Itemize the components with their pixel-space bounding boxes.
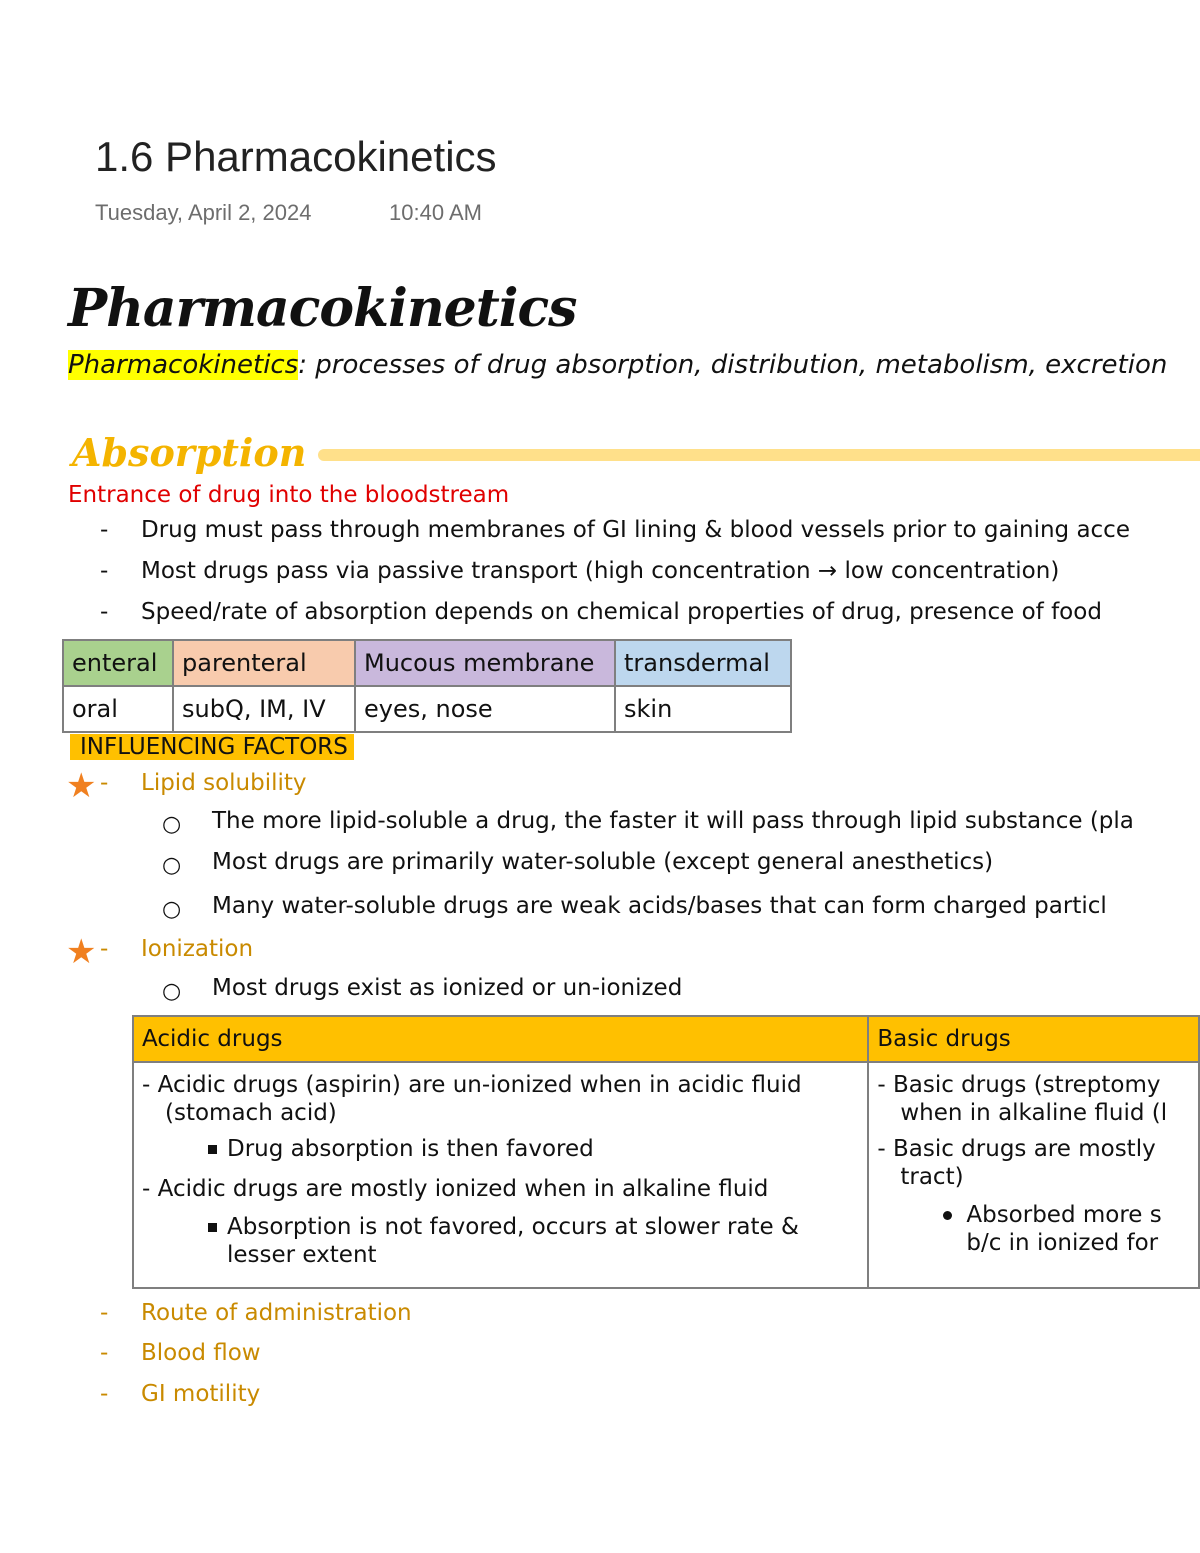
bullet-dash: - <box>100 936 109 962</box>
basic-text: Basic drugs (streptomy <box>892 1072 1161 1098</box>
bullet-dash: - <box>100 770 109 796</box>
basic-text: b/c in ionized for <box>966 1230 1159 1256</box>
routes-table <box>62 639 792 733</box>
acidic-subpoint <box>142 1239 859 1271</box>
acidic-drugs-cell <box>133 1062 868 1288</box>
bullet-dash: - <box>100 1300 109 1326</box>
square-bullet-icon <box>208 1223 217 1232</box>
basic-text: Absorbed more s <box>966 1202 1162 1228</box>
section-divider <box>318 449 1200 461</box>
acidic-text: Absorption is not favored, occurs at slower rate & <box>227 1214 799 1240</box>
acidic-text: Acidic drugs are mostly ionized when in alkaline fluid <box>157 1176 769 1202</box>
page-time: 10:40 AM <box>389 200 482 225</box>
factor-route: Route of administration <box>141 1300 412 1326</box>
basic-drugs-header: Basic drugs <box>868 1016 1199 1062</box>
circle-bullet-icon: ○ <box>162 897 182 922</box>
acidic-text: Acidic drugs (aspirin) are un-ionized when in acidic fluid <box>157 1072 802 1098</box>
lipid-point: The more lipid-soluble a drug, the faster it will pass through lipid substance (pla <box>212 808 1134 834</box>
acidic-drugs-header: Acidic drugs <box>133 1016 868 1062</box>
page-title: 1.6 Pharmacokinetics <box>95 133 497 180</box>
acidic-text: (stomach acid) <box>165 1100 337 1126</box>
ionization-point: Most drugs exist as ionized or un-ionized <box>212 975 683 1001</box>
factor-gi-motility: GI motility <box>141 1381 261 1407</box>
basic-drugs-cell <box>868 1062 1199 1288</box>
star-icon: ★ <box>66 932 97 972</box>
routes-value-cell: skin <box>615 686 791 732</box>
routes-header-row <box>63 640 791 686</box>
definition-term: Pharmacokinetics <box>68 350 299 380</box>
basic-line <box>877 1097 1190 1129</box>
bullet-dash: - <box>877 1072 886 1098</box>
star-icon: ★ <box>66 766 97 806</box>
routes-value-cell: eyes, nose <box>355 686 615 732</box>
acidic-subpoint <box>142 1133 859 1165</box>
acidic-text: Drug absorption is then favored <box>227 1136 594 1162</box>
main-heading: Pharmacokinetics <box>68 278 577 339</box>
factor-blood-flow: Blood flow <box>141 1340 261 1366</box>
bullet-dash: - <box>142 1072 151 1098</box>
absorption-subtitle: Entrance of drug into the bloodstream <box>68 482 510 508</box>
bullet-dash: - <box>100 558 109 584</box>
routes-value-cell: subQ, IM, IV <box>173 686 355 732</box>
bullet-dash: - <box>877 1136 886 1162</box>
acidic-line <box>142 1097 859 1129</box>
routes-value-row <box>63 686 791 732</box>
circle-bullet-icon: ○ <box>162 979 182 1004</box>
routes-header-cell: enteral <box>63 640 173 686</box>
basic-text: tract) <box>900 1164 964 1190</box>
acidic-line <box>142 1173 859 1205</box>
circle-bullet-icon: ○ <box>162 853 182 878</box>
definition-line <box>68 350 1167 380</box>
basic-line <box>877 1161 1190 1193</box>
basic-text: Basic drugs are mostly <box>892 1136 1156 1162</box>
bullet-dash: - <box>142 1176 151 1202</box>
factor-lipid-solubility: Lipid solubility <box>141 770 307 796</box>
routes-header-cell: parenteral <box>173 640 355 686</box>
ionization-header-row <box>133 1016 1199 1062</box>
basic-text: when in alkaline fluid (l <box>900 1100 1168 1126</box>
bullet-dash: - <box>100 1381 109 1407</box>
bullet-dash: - <box>100 517 109 543</box>
ionization-table <box>132 1015 1200 1289</box>
acidic-text: lesser extent <box>227 1242 377 1268</box>
basic-subpoint <box>877 1227 1190 1259</box>
lipid-point: Many water-soluble drugs are weak acids/bases that can form charged particl <box>212 893 1107 919</box>
influencing-factors-tag: INFLUENCING FACTORS <box>70 734 354 760</box>
definition-text: : processes of drug absorption, distribution, metabolism, excretion <box>298 350 1168 380</box>
dot-bullet-icon <box>943 1211 952 1220</box>
circle-bullet-icon: ○ <box>162 812 182 837</box>
lipid-point: Most drugs are primarily water-soluble (except general anesthetics) <box>212 849 994 875</box>
bullet-dash: - <box>100 1340 109 1366</box>
absorption-bullet: Most drugs pass via passive transport (high concentration → low concentration) <box>141 558 1060 584</box>
ionization-body-row <box>133 1062 1199 1288</box>
page-date: Tuesday, April 2, 2024 <box>95 200 312 225</box>
factor-ionization: Ionization <box>141 936 254 962</box>
section-heading-absorption: Absorption <box>72 430 307 475</box>
square-bullet-icon <box>208 1145 217 1154</box>
routes-header-cell: transdermal <box>615 640 791 686</box>
absorption-bullet: Drug must pass through membranes of GI lining & blood vessels prior to gaining acce <box>141 517 1130 543</box>
bullet-dash: - <box>100 599 109 625</box>
routes-header-cell: Mucous membrane <box>355 640 615 686</box>
routes-value-cell: oral <box>63 686 173 732</box>
absorption-bullet: Speed/rate of absorption depends on chemical properties of drug, presence of food <box>141 599 1102 625</box>
